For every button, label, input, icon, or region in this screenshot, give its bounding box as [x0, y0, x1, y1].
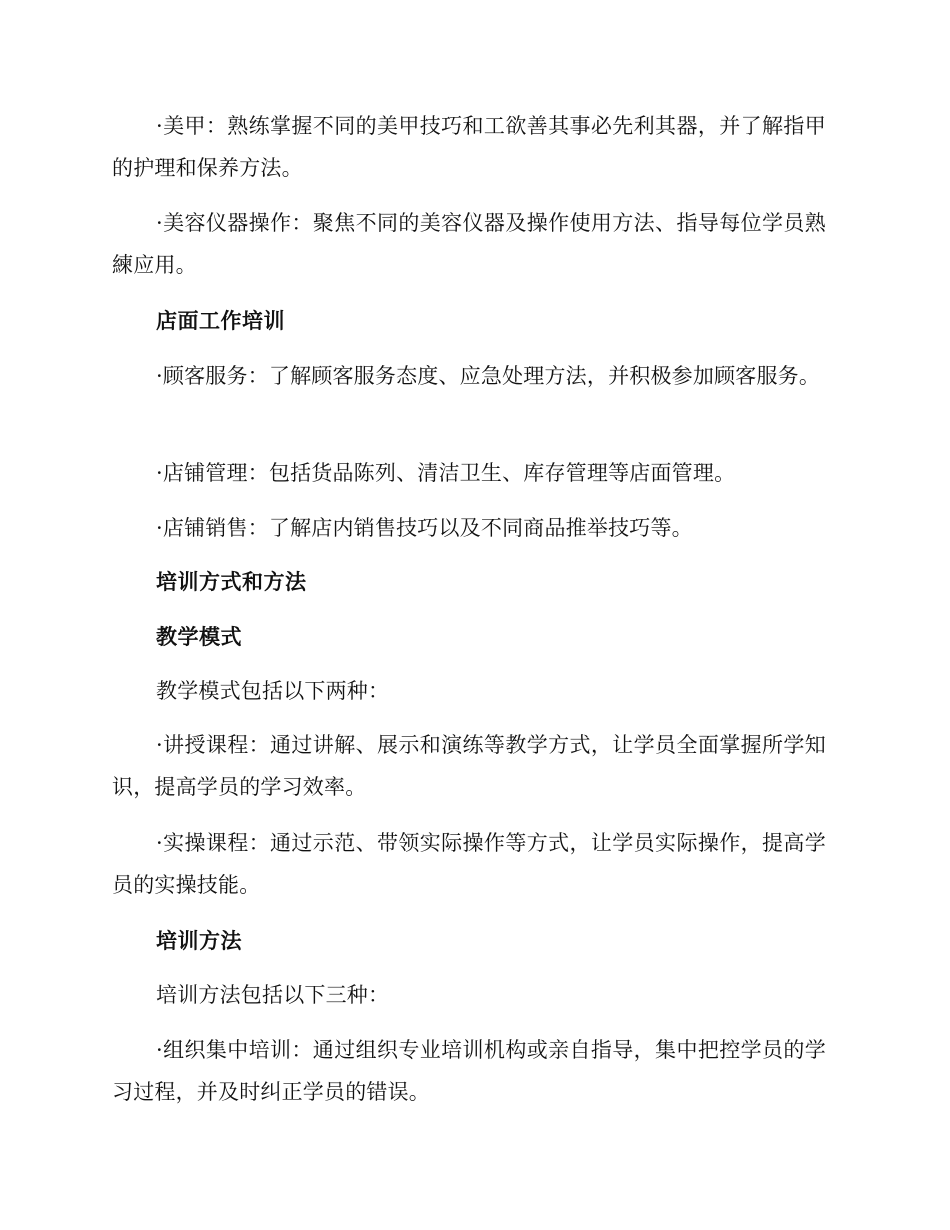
paragraph-teaching-mode-intro: 教学模式包括以下两种：	[156, 679, 390, 703]
paragraph-manicure: ·美甲：熟练掌握不同的美甲技巧和工欲善其事必先利其器，并了解指甲的护理和保养方法。	[112, 114, 826, 180]
paragraph-beauty-device-operation: ·美容仪器操作：聚焦不同的美容仪器及操作使用方法、指导每位学员熟練应用。	[112, 211, 826, 277]
paragraph-centralized-training: ·组织集中培训：通过组织专业培训机构或亲自指导，集中把控学员的学习过程，并及时纠正学员的错误。	[112, 1038, 826, 1104]
paragraph-training-methods-intro: 培训方法包括以下三种：	[156, 983, 390, 1007]
paragraph-customer-service: ·顾客服务：了解顾客服务态度、应急处理方法，并积极参加顾客服务。	[156, 364, 821, 388]
subheading-training-methods: 培训方法	[156, 929, 242, 953]
section-heading-training-methods: 培训方式和方法	[156, 570, 307, 594]
paragraph-practical-course: ·实操课程：通过示范、带领实际操作等方式，让学员实际操作，提高学员的实操技能。	[112, 831, 826, 897]
paragraph-store-management: ·店铺管理：包括货品陈列、清洁卫生、库存管理等店面管理。	[156, 461, 736, 485]
section-heading-store-work-training: 店面工作培训	[156, 309, 285, 333]
paragraph-store-sales: ·店铺销售：了解店内销售技巧以及不同商品推举技巧等。	[156, 516, 693, 540]
paragraph-lecture-course: ·讲授课程：通过讲解、展示和演练等教学方式，让学员全面掌握所学知识，提高学员的学习效率。	[112, 733, 826, 799]
subheading-teaching-mode: 教学模式	[156, 625, 242, 649]
